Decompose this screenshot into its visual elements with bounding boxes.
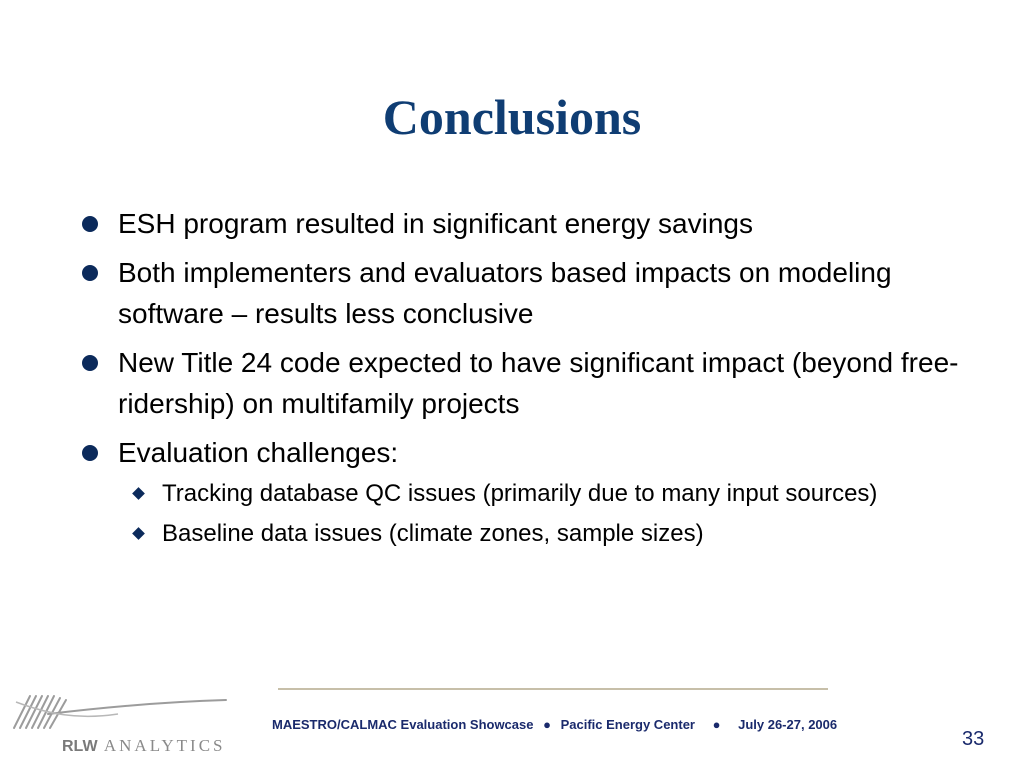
sub-bullet-text: Baseline data issues (climate zones, sample sizes) — [162, 520, 704, 547]
bullet-dot-icon — [82, 216, 98, 232]
footer-event: MAESTRO/CALMAC Evaluation Showcase — [272, 717, 534, 732]
bullet-text: Both implementers and evaluators based impacts on modeling software – results less conclusive — [118, 257, 892, 329]
bullet-dot-icon — [82, 265, 98, 281]
logo-abbrev: RLW — [62, 738, 98, 755]
footer-caption — [272, 717, 837, 732]
bullet-dot-icon — [82, 355, 98, 371]
bullet-item — [80, 252, 980, 334]
bullet-item — [80, 342, 980, 424]
logo-wordmark — [62, 736, 226, 756]
footer-divider — [278, 688, 828, 690]
sub-bullet-list — [118, 477, 980, 551]
bullet-text: New Title 24 code expected to have significant impact (beyond free-ridership) on multifamily projects — [118, 347, 959, 419]
bullet-item — [80, 432, 980, 551]
diamond-bullet-icon — [132, 487, 145, 500]
logo-word: ANALYTICS — [103, 736, 226, 755]
bullet-item — [80, 203, 980, 244]
footer-dates: July 26-27, 2006 — [738, 717, 838, 732]
slide-title: Conclusions — [382, 89, 642, 145]
bullet-text: Evaluation challenges: — [118, 437, 399, 468]
bullet-text: ESH program resulted in significant energy savings — [118, 208, 753, 239]
diamond-bullet-icon — [132, 527, 145, 540]
bullet-list — [80, 203, 980, 559]
footer-venue: Pacific Energy Center — [560, 717, 695, 732]
sub-bullet-item — [118, 477, 980, 511]
sub-bullet-text: Tracking database QC issues (primarily due to many input sources) — [162, 480, 878, 507]
bullet-dot-icon — [82, 445, 98, 461]
page-number: 33 — [962, 728, 985, 750]
footer-separator: ● — [543, 717, 551, 732]
sub-bullet-item — [118, 517, 980, 551]
footer-separator: ● — [712, 717, 721, 732]
